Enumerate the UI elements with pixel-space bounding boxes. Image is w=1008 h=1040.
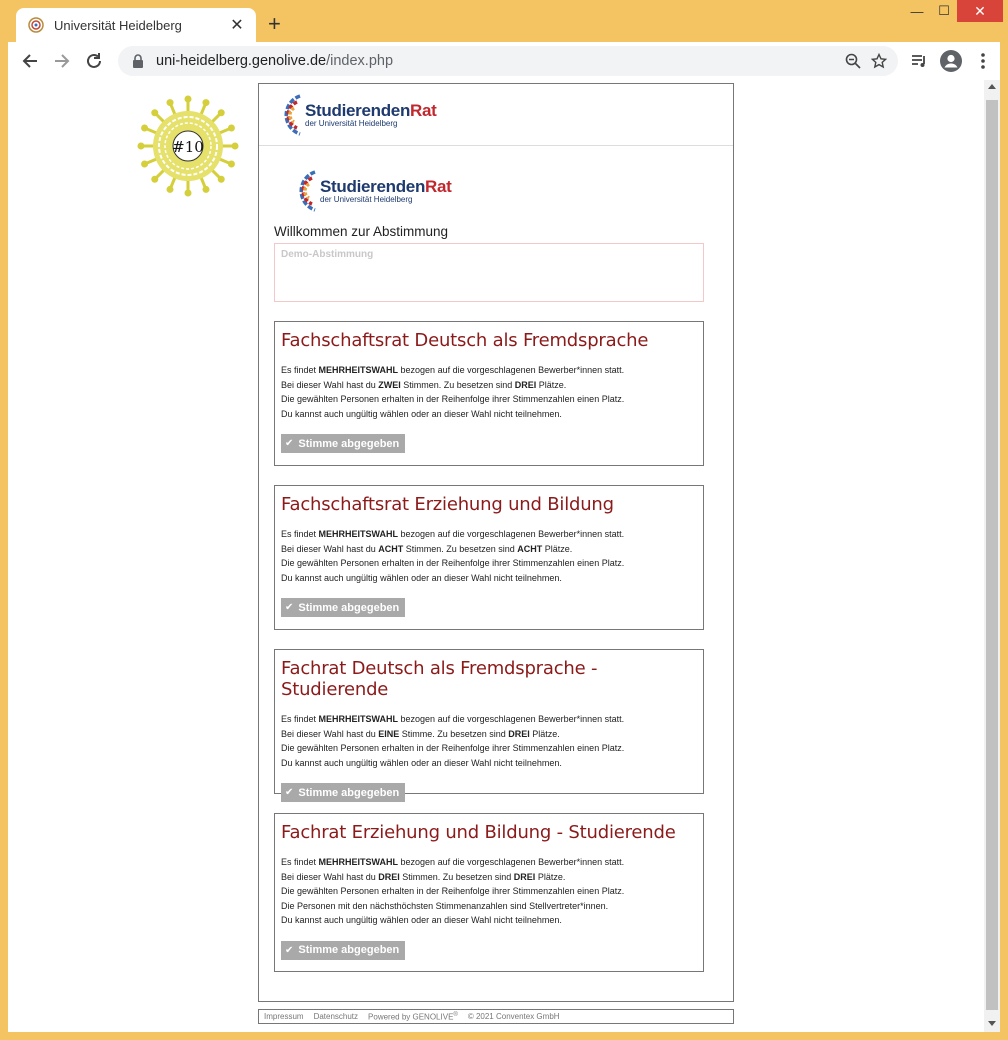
- vote-submitted-label: Stimme abgegeben: [298, 437, 400, 450]
- emphasis-text: EINE: [378, 728, 400, 739]
- election-info-line: [281, 756, 697, 771]
- emphasis-text: DREI: [513, 871, 536, 882]
- election-info-line: [281, 407, 697, 422]
- address-bar[interactable]: [118, 46, 898, 76]
- playlist-icon: [910, 52, 928, 70]
- vote-submitted-label: Stimme abgegeben: [298, 601, 400, 614]
- info-text: Plätze.: [536, 379, 567, 390]
- election-info-line: [281, 712, 697, 727]
- page-viewport: [8, 80, 1000, 1032]
- info-text: Stimmen. Zu besetzen sind: [399, 871, 514, 882]
- close-window-button[interactable]: ✕: [957, 0, 1003, 22]
- scrollbar-thumb[interactable]: [986, 100, 998, 1010]
- election-info-line: [281, 556, 697, 571]
- uni-favicon-icon: [28, 17, 44, 33]
- info-text: Bei dieser Wahl hast du: [281, 543, 379, 554]
- info-text: Die gewählten Personen erhalten in der Reihenfolge ihrer Stimmenzahlen einen Platz.: [281, 886, 625, 897]
- powered-by-text: Powered by GENOLIVE: [368, 1012, 454, 1022]
- info-text: Plätze.: [529, 728, 560, 739]
- emphasis-text: ZWEI: [378, 379, 401, 390]
- info-text: Es findet: [281, 365, 319, 375]
- vote-submitted-label: Stimme abgegeben: [298, 944, 400, 957]
- election-info-line: [281, 884, 697, 899]
- info-text: Es findet: [281, 529, 319, 539]
- back-button[interactable]: [14, 45, 46, 77]
- scroll-up-icon[interactable]: [988, 84, 996, 89]
- emphasis-text: ACHT: [517, 543, 543, 554]
- datenschutz-link[interactable]: Datenschutz: [313, 1012, 359, 1021]
- info-text: Du kannst auch ungültig wählen oder an dieser Wahl nicht teilnehmen.: [281, 572, 562, 583]
- checkmark-icon: ✔: [285, 787, 294, 799]
- reload-icon: [85, 52, 103, 70]
- star-icon: [871, 53, 887, 69]
- menu-button[interactable]: [967, 45, 999, 77]
- election-info-line: [281, 855, 697, 870]
- logo-title-rat: Rat: [425, 177, 452, 196]
- info-text: Stimme. Zu besetzen sind: [399, 728, 509, 739]
- election-info-line: [281, 870, 697, 885]
- lock-icon: [130, 53, 146, 69]
- election-title: Fachrat Erziehung und Bildung - Studierende: [281, 822, 676, 843]
- vote-submitted-label: Stimme abgegeben: [298, 786, 400, 799]
- vote-submitted-button[interactable]: [281, 598, 405, 617]
- emphasis-text: MEHRHEITSWAHL: [318, 714, 399, 724]
- info-text: Es findet: [281, 857, 319, 867]
- emphasis-text: ACHT: [378, 543, 404, 554]
- voting-panel: [258, 83, 734, 1002]
- checkmark-icon: ✔: [285, 602, 294, 614]
- election-info-line: [281, 741, 697, 756]
- logo-title: Studierenden: [305, 101, 411, 120]
- info-text: Die Personen mit den nächsthöchsten Stimmenanzahlen sind Stellvertreter*innen.: [281, 900, 609, 911]
- url-path: /index.php: [326, 53, 394, 69]
- virus-badge-icon: [136, 94, 240, 198]
- maximize-button[interactable]: ☐: [938, 3, 950, 18]
- info-text: Die gewählten Personen erhalten in der Reihenfolge ihrer Stimmenzahlen einen Platz.: [281, 558, 625, 569]
- vote-submitted-button[interactable]: [281, 783, 405, 802]
- badge-label: #10: [172, 138, 204, 156]
- title-bar: [0, 0, 1008, 42]
- info-text: bezogen auf die vorgeschlagenen Bewerber*innen statt.: [398, 529, 625, 539]
- logo-subtitle: der Universität Heidelberg: [320, 195, 413, 204]
- election-card: [274, 649, 704, 799]
- election-info-line: [281, 727, 697, 742]
- demo-notice: [274, 243, 704, 302]
- new-tab-button[interactable]: +: [268, 11, 281, 36]
- info-text: Stimmen. Zu besetzen sind: [400, 379, 515, 390]
- registered-mark: ®: [453, 1011, 458, 1018]
- welcome-heading: Willkommen zur Abstimmung: [274, 224, 449, 239]
- avatar-icon: [940, 50, 962, 72]
- info-text: Die gewählten Personen erhalten in der Reihenfolge ihrer Stimmenzahlen einen Platz.: [281, 743, 625, 754]
- powered-by: [368, 1012, 458, 1022]
- reload-button[interactable]: [78, 45, 110, 77]
- vote-submitted-button[interactable]: [281, 434, 405, 453]
- info-text: Plätze.: [542, 543, 573, 554]
- studierendenrat-logo-icon: [282, 168, 318, 214]
- info-text: Stimmen. Zu besetzen sind: [403, 543, 518, 554]
- emphasis-text: DREI: [378, 871, 400, 882]
- checkmark-icon: ✔: [285, 438, 294, 450]
- tab-close-icon[interactable]: ✕: [230, 17, 244, 34]
- url-host: uni-heidelberg.genolive.de: [156, 53, 327, 69]
- info-text: Es findet: [281, 714, 319, 724]
- kebab-menu-icon: [980, 52, 986, 70]
- info-text: Du kannst auch ungültig wählen oder an dieser Wahl nicht teilnehmen.: [281, 408, 562, 419]
- demo-label: Demo-Abstimmung: [281, 249, 374, 260]
- info-text: bezogen auf die vorgeschlagenen Bewerber*innen statt.: [398, 365, 625, 375]
- back-arrow-icon: [21, 52, 39, 70]
- election-title: Fachrat Deutsch als Fremdsprache - Studierende: [281, 658, 598, 700]
- election-info-line: [281, 527, 697, 542]
- election-info-line: [281, 542, 697, 557]
- info-text: Bei dieser Wahl hast du: [281, 871, 379, 882]
- vote-submitted-button[interactable]: [281, 941, 405, 960]
- info-text: Du kannst auch ungültig wählen oder an dieser Wahl nicht teilnehmen.: [281, 757, 562, 768]
- election-title: Fachschaftsrat Deutsch als Fremdsprache: [281, 330, 649, 351]
- forward-arrow-icon: [53, 52, 71, 70]
- election-card: [274, 813, 704, 972]
- browser-tab[interactable]: [16, 8, 256, 42]
- emphasis-text: DREI: [514, 379, 537, 390]
- logo-subtitle: der Universität Heidelberg: [305, 119, 398, 128]
- bookmark-button[interactable]: [866, 49, 892, 73]
- zoom-out-icon: [845, 53, 861, 69]
- copyright: © 2021 Conventex GmbH: [467, 1012, 560, 1021]
- info-text: bezogen auf die vorgeschlagenen Bewerber*innen statt.: [398, 714, 625, 724]
- election-info-line: [281, 913, 697, 928]
- zoom-button[interactable]: [840, 49, 866, 73]
- election-info-line: [281, 363, 697, 378]
- info-text: bezogen auf die vorgeschlagenen Bewerber*innen statt.: [398, 857, 625, 867]
- emphasis-text: DREI: [508, 728, 530, 739]
- media-button[interactable]: [903, 45, 935, 77]
- info-text: Bei dieser Wahl hast du: [281, 728, 379, 739]
- logo-title: Studierenden: [320, 177, 426, 196]
- header-logo: [267, 92, 437, 138]
- election-info-line: [281, 899, 697, 914]
- browser-toolbar: [8, 42, 1000, 80]
- scroll-down-icon[interactable]: [988, 1021, 996, 1026]
- info-text: Du kannst auch ungültig wählen oder an dieser Wahl nicht teilnehmen.: [281, 915, 562, 926]
- logo-title-rat: Rat: [410, 101, 437, 120]
- election-info-line: [281, 571, 697, 586]
- forward-button[interactable]: [46, 45, 78, 77]
- emphasis-text: MEHRHEITSWAHL: [318, 857, 399, 867]
- election-card: [274, 321, 704, 466]
- election-info-line: [281, 378, 697, 393]
- election-title: Fachschaftsrat Erziehung und Bildung: [281, 494, 614, 515]
- election-info-line: [281, 392, 697, 407]
- page-header: [259, 84, 733, 146]
- minimize-button[interactable]: —: [910, 3, 924, 19]
- content-logo: [282, 168, 452, 214]
- info-text: Plätze.: [535, 871, 566, 882]
- info-text: Die gewählten Personen erhalten in der Reihenfolge ihrer Stimmenzahlen einen Platz.: [281, 394, 625, 405]
- page-footer: [258, 1009, 734, 1024]
- emphasis-text: MEHRHEITSWAHL: [318, 365, 399, 375]
- info-text: Bei dieser Wahl hast du: [281, 379, 379, 390]
- studierendenrat-logo-icon: [267, 92, 303, 138]
- tab-title: Universität Heidelberg: [54, 17, 182, 33]
- election-card: [274, 485, 704, 630]
- impressum-link[interactable]: Impressum: [264, 1012, 304, 1021]
- profile-button[interactable]: [935, 45, 967, 77]
- emphasis-text: MEHRHEITSWAHL: [318, 529, 399, 539]
- checkmark-icon: ✔: [285, 944, 294, 956]
- scrollbar[interactable]: [984, 80, 1000, 1032]
